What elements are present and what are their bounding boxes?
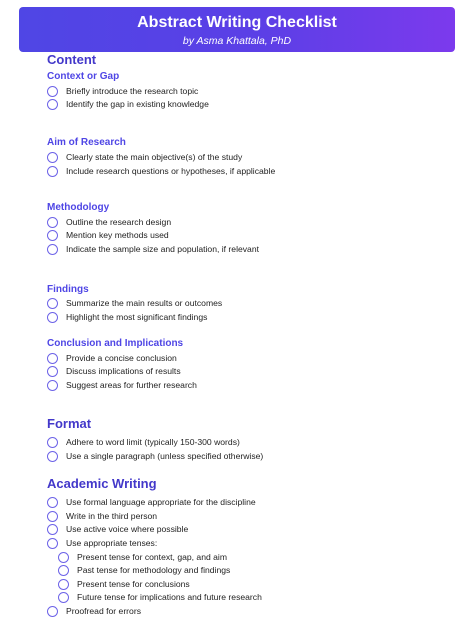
checklist-item-label: Highlight the most significant findings: [66, 312, 208, 322]
header-banner: [19, 7, 455, 52]
checklist-item-label: Past tense for methodology and findings: [77, 565, 231, 575]
checkbox-circle[interactable]: [47, 511, 58, 522]
checklist-subitem[interactable]: [58, 563, 230, 577]
checklist-item-label: Include research questions or hypotheses, if applicable: [66, 166, 276, 176]
checklist-item[interactable]: [47, 228, 169, 242]
checklist-item[interactable]: [47, 351, 177, 365]
checklist-subitem[interactable]: [58, 577, 190, 591]
checkbox-circle[interactable]: [47, 244, 58, 255]
checklist-item[interactable]: [47, 509, 157, 523]
section-title-academic-writing: Academic Writing: [47, 476, 157, 491]
checklist-item[interactable]: [47, 150, 242, 164]
checkbox-circle[interactable]: [58, 592, 69, 603]
checklist-item-label: Suggest areas for further research: [66, 380, 197, 390]
checklist-item[interactable]: [47, 97, 209, 111]
checkbox-circle[interactable]: [47, 524, 58, 535]
checkbox-circle[interactable]: [58, 579, 69, 590]
checklist-item[interactable]: [47, 84, 198, 98]
checklist-item[interactable]: [47, 536, 157, 550]
checklist-item-label: Briefly introduce the research topic: [66, 86, 199, 96]
checkbox-circle[interactable]: [58, 565, 69, 576]
checkbox-circle[interactable]: [47, 230, 58, 241]
subsection-title-aim: Aim of Research: [47, 137, 126, 148]
checkbox-circle[interactable]: [47, 606, 58, 617]
checklist-item-label: Adhere to word limit (typically 150-300 words): [66, 437, 240, 447]
checklist-item-label: Clearly state the main objective(s) of the study: [66, 152, 243, 162]
subsection-title-context-gap: Context or Gap: [47, 71, 120, 82]
checkbox-circle[interactable]: [47, 217, 58, 228]
checklist-item[interactable]: [47, 604, 141, 618]
checklist-subitem[interactable]: [58, 550, 227, 564]
checkbox-circle[interactable]: [47, 353, 58, 364]
checklist-item-label: Write in the third person: [66, 511, 158, 521]
checklist-item[interactable]: [47, 522, 188, 536]
subsection-title-methodology: Methodology: [47, 202, 110, 213]
checkbox-circle[interactable]: [47, 99, 58, 110]
checklist-subitem[interactable]: [58, 590, 262, 604]
section-title-content: Content: [47, 52, 97, 67]
checkbox-circle[interactable]: [47, 298, 58, 309]
subsection-title-findings: Findings: [47, 284, 89, 295]
checklist-item[interactable]: [47, 215, 171, 229]
checkbox-circle[interactable]: [47, 152, 58, 163]
checklist-item-label: Use active voice where possible: [66, 524, 189, 534]
checklist-item-label: Use a single paragraph (unless specified otherwise): [66, 451, 264, 461]
checklist-item[interactable]: [47, 435, 240, 449]
checkbox-circle[interactable]: [47, 366, 58, 377]
checklist-item-label: Proofread for errors: [66, 606, 141, 616]
author-subtitle: by Asma Khattala, PhD: [182, 35, 292, 47]
section-title-format: Format: [47, 416, 92, 431]
checkbox-circle[interactable]: [58, 552, 69, 563]
checkbox-circle[interactable]: [47, 451, 58, 462]
checklist-item-label: Mention key methods used: [66, 230, 169, 240]
checkbox-circle[interactable]: [47, 380, 58, 391]
checklist-item-label: Provide a concise conclusion: [66, 353, 177, 363]
checklist-item-label: Indicate the sample size and population, if relevant: [66, 244, 260, 254]
checkbox-circle[interactable]: [47, 312, 58, 323]
checkbox-circle[interactable]: [47, 86, 58, 97]
checklist-item-label: Discuss implications of results: [66, 366, 181, 376]
checklist-item-label: Outline the research design: [66, 217, 172, 227]
checkbox-circle[interactable]: [47, 538, 58, 549]
checkbox-circle[interactable]: [47, 437, 58, 448]
checklist-item-label: Present tense for context, gap, and aim: [77, 552, 228, 562]
checklist-item[interactable]: [47, 242, 259, 256]
checkbox-circle[interactable]: [47, 166, 58, 177]
checklist-item-label: Identify the gap in existing knowledge: [66, 99, 209, 109]
checklist-item[interactable]: [47, 378, 197, 392]
checklist-item-label: Use appropriate tenses:: [66, 538, 158, 548]
checklist-item-label: Use formal language appropriate for the discipline: [66, 497, 256, 507]
checklist-item[interactable]: [47, 296, 222, 310]
checklist-item[interactable]: [47, 364, 181, 378]
page-title: Abstract Writing Checklist: [137, 14, 337, 31]
checklist-item[interactable]: [47, 310, 207, 324]
checklist-item[interactable]: [47, 495, 256, 509]
checklist-item-label: Present tense for conclusions: [77, 579, 190, 589]
checkbox-circle[interactable]: [47, 497, 58, 508]
checklist-item-label: Summarize the main results or outcomes: [66, 298, 223, 308]
checklist-item[interactable]: [47, 449, 263, 463]
checklist-item-label: Future tense for implications and future research: [77, 592, 262, 602]
subsection-title-conclusion: Conclusion and Implications: [47, 338, 184, 349]
checklist-item[interactable]: [47, 164, 275, 178]
